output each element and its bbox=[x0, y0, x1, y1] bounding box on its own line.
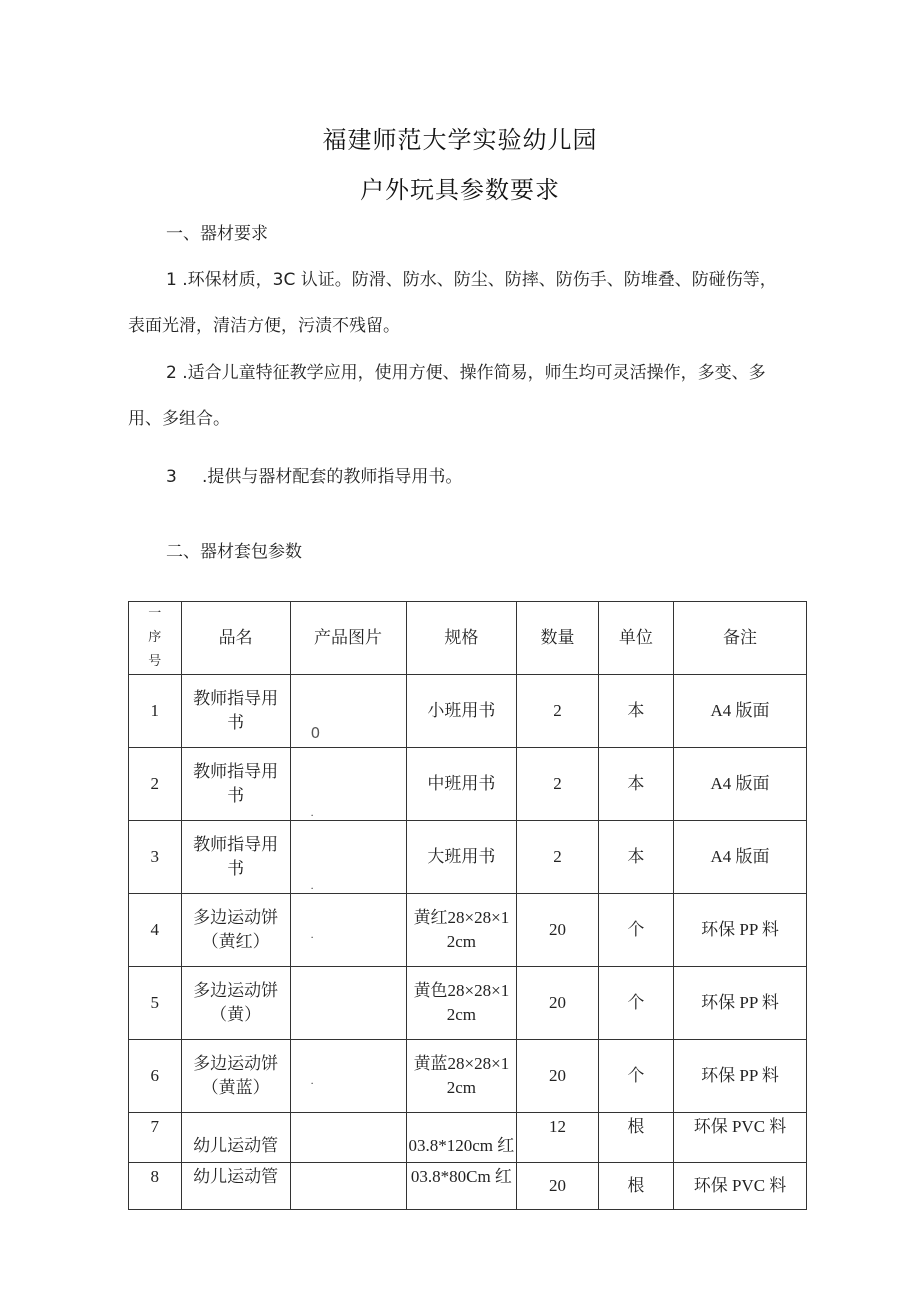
header-unit: 单位 bbox=[598, 602, 673, 675]
section1-heading: 一、器材要求 bbox=[166, 224, 268, 244]
cell-name bbox=[181, 967, 290, 1040]
table-row bbox=[129, 675, 807, 748]
requirement-item-1: 1 .环保材质，3C 认证。防滑、防水、防尘、防摔、防伤手、防堆叠、防碰伤等，表面光滑，清洁方便，污渍不残留。 bbox=[128, 270, 777, 336]
image-placeholder-mark: . bbox=[310, 927, 314, 941]
table-header-row bbox=[129, 602, 807, 675]
cell-unit: 个 bbox=[598, 1040, 673, 1113]
cell-unit: 根 bbox=[598, 1113, 673, 1163]
cell-image bbox=[290, 821, 406, 894]
cell-name-text: 多边运动饼（黄） bbox=[193, 981, 279, 1025]
cell-qty: 20 bbox=[517, 1163, 598, 1210]
image-placeholder-mark: . bbox=[310, 1073, 314, 1087]
cell-spec: 03.8*120cm 红 bbox=[406, 1113, 517, 1163]
cell-qty: 12 bbox=[517, 1113, 598, 1163]
cell-spec-text: 黄红28×28×12cm bbox=[413, 908, 510, 951]
cell-note: 环保 PP 料 bbox=[674, 967, 807, 1040]
cell-seq: 3 bbox=[129, 821, 182, 894]
requirement-item-2: 2 .适合儿童特征教学应用，使用方便、操作简易，师生均可灵活操作，多变、多用、多组合。 bbox=[128, 363, 766, 429]
header-seq-mid: 序 bbox=[148, 630, 162, 645]
cell-unit: 本 bbox=[598, 821, 673, 894]
cell-note: A4 版面 bbox=[674, 748, 807, 821]
cell-seq: 7 bbox=[129, 1113, 182, 1163]
cell-note: 环保 PP 料 bbox=[674, 1040, 807, 1113]
header-spec: 规格 bbox=[406, 602, 517, 675]
document-title: 福建师范大学实验幼儿园 bbox=[322, 126, 598, 154]
table-row bbox=[129, 1163, 807, 1210]
cell-note: A4 版面 bbox=[674, 675, 807, 748]
cell-qty: 2 bbox=[517, 821, 598, 894]
cell-name-text: 多边运动饼（黄蓝） bbox=[193, 1054, 279, 1098]
table-row bbox=[129, 967, 807, 1040]
cell-spec-text: 黄色28×28×12cm bbox=[413, 981, 510, 1024]
requirement-item-3 bbox=[166, 454, 831, 500]
cell-unit: 根 bbox=[598, 1163, 673, 1210]
cell-unit: 本 bbox=[598, 675, 673, 748]
document-subtitle: 户外玩具参数要求 bbox=[360, 176, 560, 204]
header-seq bbox=[129, 602, 182, 675]
requirement-item-3-text: .提供与器材配套的教师指导用书。 bbox=[202, 467, 463, 487]
cell-image bbox=[290, 675, 406, 748]
table-row bbox=[129, 1040, 807, 1113]
cell-image bbox=[290, 1163, 406, 1210]
requirement-item-3-number: 3 bbox=[166, 467, 177, 487]
cell-name-text: 教师指导用书 bbox=[193, 835, 279, 879]
cell-image bbox=[290, 1113, 406, 1163]
header-image: 产品图片 bbox=[290, 602, 406, 675]
cell-spec bbox=[406, 967, 517, 1040]
cell-unit: 个 bbox=[598, 894, 673, 967]
cell-unit: 本 bbox=[598, 748, 673, 821]
table-row bbox=[129, 821, 807, 894]
cell-qty: 2 bbox=[517, 675, 598, 748]
cell-image bbox=[290, 894, 406, 967]
cell-spec bbox=[406, 1040, 517, 1113]
cell-seq: 2 bbox=[129, 748, 182, 821]
equipment-params-table bbox=[128, 601, 807, 1210]
cell-spec bbox=[406, 894, 517, 967]
cell-seq: 8 bbox=[129, 1163, 182, 1210]
cell-seq: 6 bbox=[129, 1040, 182, 1113]
cell-note: 环保 PVC 料 bbox=[674, 1163, 807, 1210]
cell-name bbox=[181, 1040, 290, 1113]
image-placeholder-mark: . bbox=[310, 878, 314, 892]
table-row bbox=[129, 748, 807, 821]
cell-name-text: 教师指导用书 bbox=[193, 689, 279, 733]
section2-heading: 二、器材套包参数 bbox=[166, 542, 302, 562]
cell-note: 环保 PVC 料 bbox=[674, 1113, 807, 1163]
header-name: 品名 bbox=[181, 602, 290, 675]
cell-qty: 2 bbox=[517, 748, 598, 821]
cell-seq: 1 bbox=[129, 675, 182, 748]
cell-spec: 小班用书 bbox=[406, 675, 517, 748]
table-row bbox=[129, 1113, 807, 1163]
table-row bbox=[129, 894, 807, 967]
cell-image bbox=[290, 748, 406, 821]
cell-spec: 大班用书 bbox=[406, 821, 517, 894]
image-placeholder-mark: 0 bbox=[310, 724, 321, 742]
cell-name bbox=[181, 675, 290, 748]
cell-spec: 中班用书 bbox=[406, 748, 517, 821]
cell-name bbox=[181, 821, 290, 894]
cell-qty: 20 bbox=[517, 894, 598, 967]
cell-note: A4 版面 bbox=[674, 821, 807, 894]
cell-seq: 4 bbox=[129, 894, 182, 967]
cell-name bbox=[181, 894, 290, 967]
cell-name bbox=[181, 748, 290, 821]
cell-qty: 20 bbox=[517, 967, 598, 1040]
cell-unit: 个 bbox=[598, 967, 673, 1040]
cell-name: 幼儿运动管 bbox=[181, 1113, 290, 1163]
cell-qty: 20 bbox=[517, 1040, 598, 1113]
cell-name-text: 教师指导用书 bbox=[193, 762, 279, 806]
cell-name-text: 多边运动饼（黄红） bbox=[193, 908, 279, 952]
header-seq-top: 一 bbox=[148, 606, 162, 621]
image-placeholder-mark: . bbox=[310, 805, 314, 819]
header-qty: 数量 bbox=[517, 602, 598, 675]
cell-seq: 5 bbox=[129, 967, 182, 1040]
cell-image bbox=[290, 967, 406, 1040]
header-note: 备注 bbox=[674, 602, 807, 675]
cell-image bbox=[290, 1040, 406, 1113]
cell-spec-text: 黄蓝28×28×12cm bbox=[413, 1054, 510, 1097]
cell-name: 幼儿运动管 bbox=[181, 1163, 290, 1210]
header-seq-bottom: 号 bbox=[148, 654, 162, 669]
cell-spec: 03.8*80Cm 红 bbox=[406, 1163, 517, 1210]
cell-note: 环保 PP 料 bbox=[674, 894, 807, 967]
